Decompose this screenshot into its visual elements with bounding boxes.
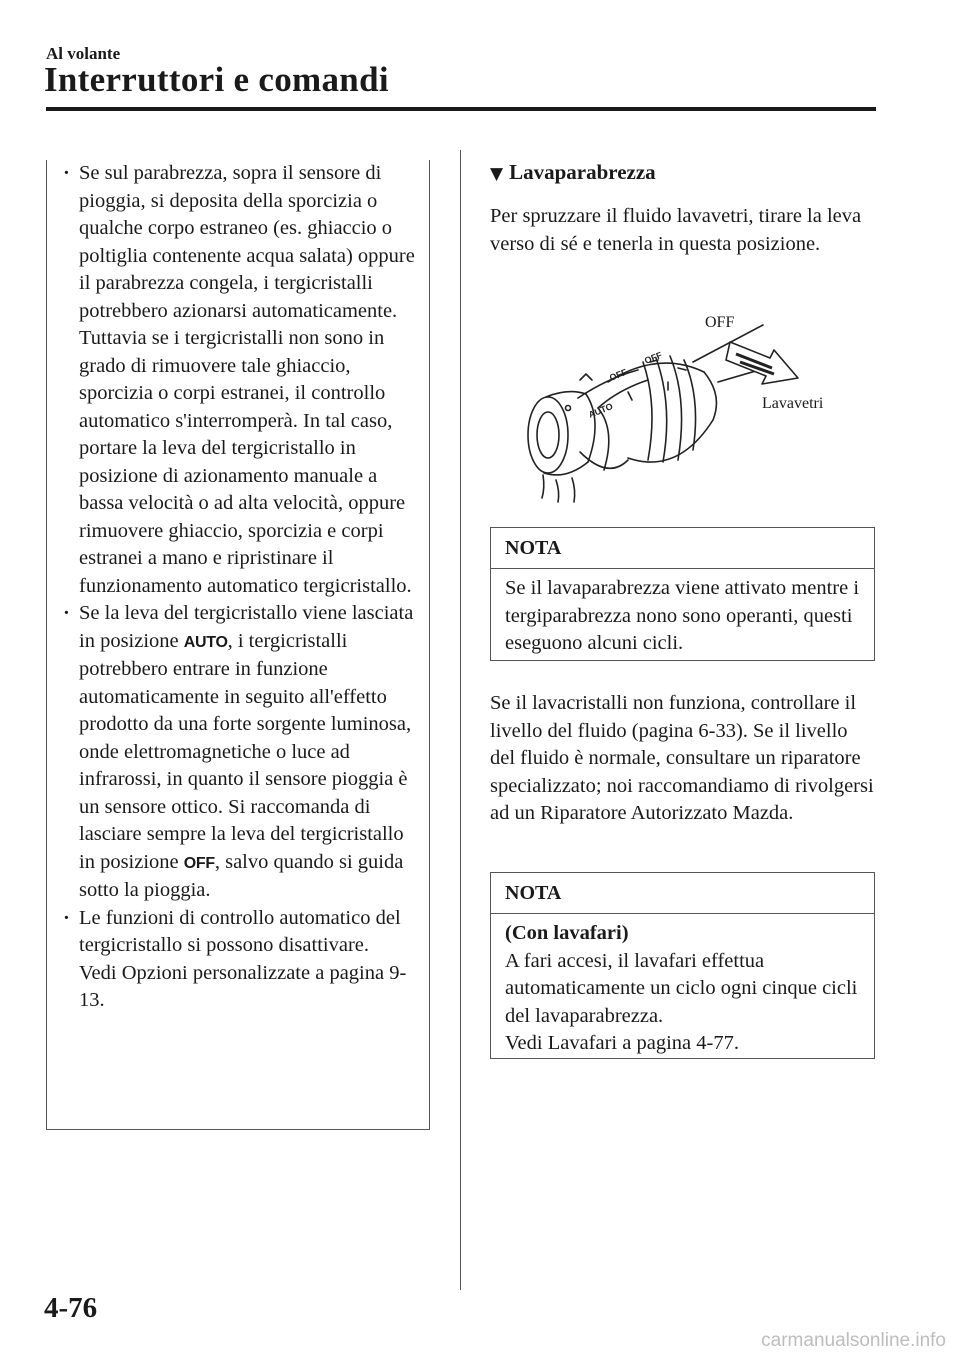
caution-bullet-2-text-b: , i tergicristalli potrebbero entrare in funzione automaticamente in seguito all'effetto prodotto da una forte sorgente luminosa, onde elettromagnetiche o luce ad infrarossi, in quanto il sensore pioggia è un sensore ottico. Si raccomanda di lasciare sempre la leva del tergicristallo in posizione bbox=[79, 629, 412, 873]
column-divider bbox=[460, 150, 461, 1290]
off-label: OFF bbox=[705, 314, 735, 331]
pull-arrow-icon bbox=[726, 342, 798, 384]
note-2-text: A fari accesi, il lavafari effettua automaticamente un ciclo ogni cinque cicli del lavaparabrezza. bbox=[505, 949, 858, 1027]
auto-position-label: AUTO bbox=[183, 633, 228, 651]
caution-list bbox=[63, 160, 415, 1015]
off-position-label: OFF bbox=[183, 854, 215, 872]
watermark: carmanualsonline.info bbox=[761, 1330, 946, 1351]
note-1-body: Se il lavaparabrezza viene attivato mentre i tergiparabrezza nono sono operanti, questi eseguono alcuni cicli. bbox=[505, 577, 860, 654]
caution-bullet-1-text: Se sul parabrezza, sopra il sensore di pioggia, si deposita della sporcizia o qualche corpo estraneo (es. ghiaccio o poltiglia contenente acqua salata) oppure il parabrezza congela, i tergicristalli potrebbero azionarsi automaticamente. Tuttavia se i tergicristalli non sono in grado di rimuovere tale ghiaccio, sporcizia o corpi estranei, il controllo automatico s'interromperà. In tal caso, portare la leva del tergicristallo in posizione di azionamento manuale a bassa velocità o ad alta velocità, oppure rimuovere ghiaccio, sporcizia e corpi estranei a mano e ripristinare il funzionamento automatico tergicristallo. bbox=[79, 162, 415, 597]
section-label: Al volante bbox=[46, 44, 121, 63]
note-2-heading: NOTA bbox=[491, 873, 874, 914]
page-title: Interruttori e comandi bbox=[44, 60, 389, 99]
caution-bullet-1 bbox=[63, 160, 415, 600]
page-number: 4-76 bbox=[44, 1292, 98, 1324]
lever-off-mark: OFF bbox=[608, 366, 629, 383]
washer-heading-text: Lavaparabrezza bbox=[509, 160, 656, 184]
washer-troubleshoot-paragraph: Se il lavacristalli non funziona, controllare il livello del fluido (pagina 6-33). Se il livello del fluido è normale, consultare un riparatore specializzato; noi raccomandiamo di rivolgersi ad un Riparatore Autorizzato Mazda. bbox=[490, 692, 874, 824]
caution-box bbox=[46, 160, 430, 1130]
note-2-body bbox=[491, 914, 874, 1066]
wiper-lever-figure bbox=[508, 310, 848, 505]
caution-bullet-3 bbox=[63, 905, 415, 1015]
caution-bullet-3-text: Le funzioni di controllo automatico del tergicristallo si possono disattivare. bbox=[79, 906, 401, 956]
note-2-subheading: (Con lavafari) bbox=[505, 922, 629, 944]
lever-auto-mark: AUTO bbox=[587, 401, 615, 420]
caution-bullet-3-reference: Vedi Opzioni personalizzate a pagina 9-13. bbox=[79, 961, 407, 1011]
note-box-1 bbox=[490, 527, 875, 661]
washer-heading bbox=[490, 160, 875, 185]
note-2-reference: Vedi Lavafari a pagina 4-77. bbox=[505, 1032, 739, 1054]
washer-intro: Per spruzzare il fluido lavavetri, tirare la leva verso di sé e tenerla in questa posizione. bbox=[490, 205, 862, 255]
lavavetri-label: Lavavetri bbox=[762, 395, 824, 412]
note-box-2 bbox=[490, 872, 875, 1059]
triangle-marker-icon: ▼ bbox=[490, 164, 504, 184]
caution-bullet-2-text-a: Se la leva del tergicristallo viene lasciata in posizione bbox=[79, 602, 414, 652]
note-1-heading: NOTA bbox=[491, 528, 874, 569]
caution-bullet-2-text-c: , salvo quando si guida sotto la pioggia. bbox=[79, 850, 404, 901]
header-rule bbox=[46, 107, 876, 111]
caution-bullet-2 bbox=[63, 600, 415, 905]
lever-ring-off-mark: OFF bbox=[643, 349, 664, 366]
